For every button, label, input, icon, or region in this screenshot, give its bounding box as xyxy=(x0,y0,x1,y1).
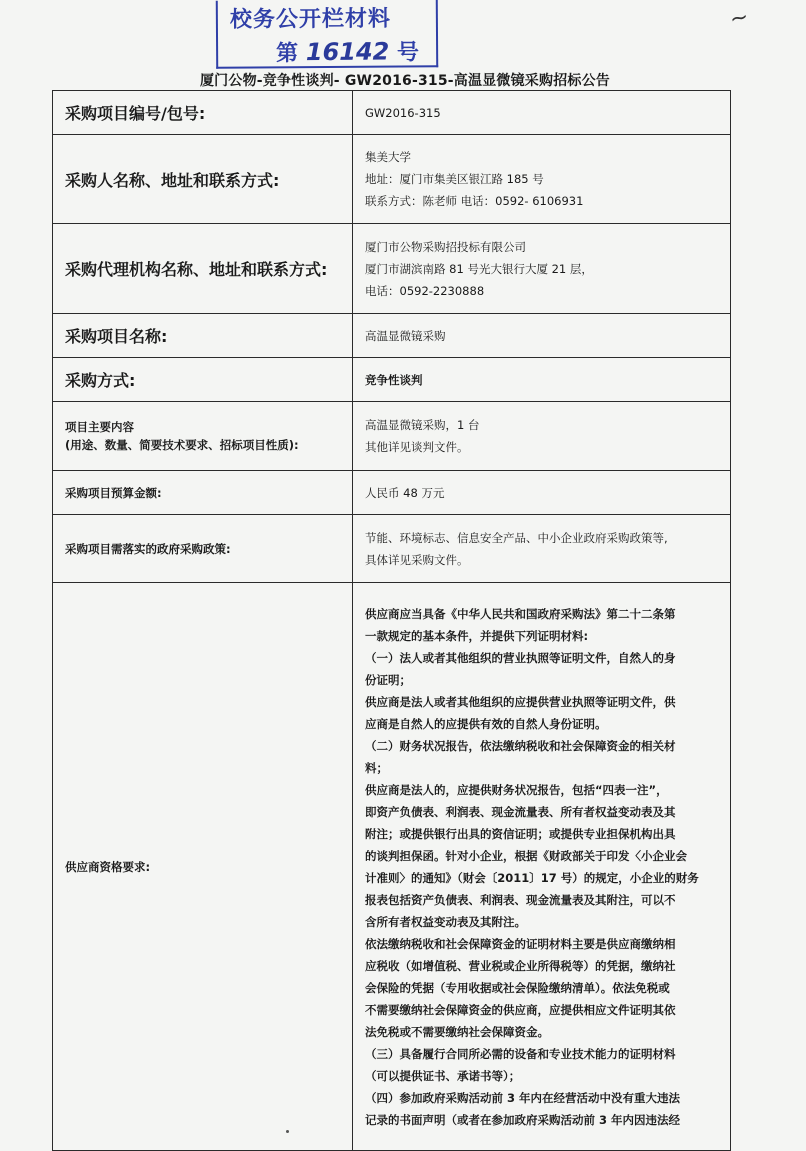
content-line-2: 其他详见谈判文件。 xyxy=(365,440,469,454)
policy-line-1: 节能、环境标志、信息安全产品、中小企业政府采购政策等, xyxy=(365,530,668,545)
method-value: 竞争性谈判 xyxy=(353,358,731,402)
policy-label: 采购项目需落实的政府采购政策: xyxy=(53,515,353,583)
qualification-line: 份证明； xyxy=(365,672,411,687)
table-row xyxy=(53,515,731,583)
project-no-value: GW2016-315 xyxy=(353,91,731,135)
stamp-suffix: 号 xyxy=(396,39,420,66)
qualification-line: 供应商是法人或者其他组织的应提供营业执照等证明文件，供 xyxy=(365,694,676,709)
qualification-value xyxy=(353,583,731,1151)
table-row xyxy=(53,224,731,314)
table-row xyxy=(53,358,731,402)
qualification-line: 不需要缴纳社会保障资金的供应商，应提供相应文件证明其依 xyxy=(365,1002,676,1017)
table-row xyxy=(53,402,731,471)
table-row xyxy=(53,135,731,224)
qualification-lines xyxy=(365,603,730,1131)
buyer-name: 集美大学 xyxy=(365,150,411,164)
qualification-line: 依法缴纳税收和社会保障资金的证明材料主要是供应商缴纳相 xyxy=(365,936,676,951)
page-title: 厦门公物-竞争性谈判- GW2016-315-高温显微镜采购招标公告 xyxy=(199,73,611,89)
table-row xyxy=(53,91,731,135)
policy-line-2: 具体详见采购文件。 xyxy=(365,552,469,567)
qualification-line: 附注；或提供银行出具的资信证明；或提供专业担保机构出具 xyxy=(365,826,676,841)
handwritten-mark: ~ xyxy=(727,4,751,33)
content-label xyxy=(53,402,353,471)
qualification-line: 计准则〉的通知》（财会〔2011〕17 号）的规定，小企业的财务 xyxy=(365,870,699,885)
qualification-line: 记录的书面声明（或者在参加政府采购活动前 3 年内因违法经 xyxy=(365,1112,681,1127)
qualification-line: 即资产负债表、利润表、现金流量表、所有者权益变动表及其 xyxy=(365,804,676,819)
project-name-value: 高温显微镜采购 xyxy=(353,314,731,358)
project-no-label: 采购项目编号/包号: xyxy=(53,91,353,135)
agency-name: 厦门市公物采购招投标有限公司 xyxy=(365,239,526,254)
qualification-line: （可以提供证书、承诺书等）； xyxy=(365,1068,521,1083)
content-label-sub: (用途、数量、简要技术要求、招标项目性质): xyxy=(65,438,299,452)
qualification-line: 含所有者权益变动表及其附注。 xyxy=(365,914,526,929)
table-row xyxy=(53,471,731,515)
agency-label: 采购代理机构名称、地址和联系方式: xyxy=(53,224,353,314)
content-label-main: 项目主要内容 xyxy=(65,420,134,434)
qualification-line: 应商是自然人的应提供有效的自然人身份证明。 xyxy=(365,716,607,731)
agency-phone: 电话：0592-2230888 xyxy=(365,283,485,298)
buyer-label: 采购人名称、地址和联系方式: xyxy=(53,135,353,224)
content-line-1: 高温显微镜采购，1 台 xyxy=(365,418,480,432)
scan-speck xyxy=(286,1130,289,1133)
budget-value: 人民币 48 万元 xyxy=(353,471,731,515)
stamp-number: 16142 xyxy=(305,37,390,67)
archive-stamp xyxy=(216,0,438,69)
qualification-label: 供应商资格要求: xyxy=(53,583,353,1151)
qualification-line: 应税收（如增值税、营业税或企业所得税等）的凭据，缴纳社 xyxy=(365,958,676,973)
buyer-value xyxy=(353,135,731,224)
qualification-line: （二）财务状况报告，依法缴纳税收和社会保障资金的相关材 xyxy=(365,738,676,753)
budget-label: 采购项目预算金额: xyxy=(53,471,353,515)
buyer-contact: 联系方式：陈老师 电话：0592- 6106931 xyxy=(365,194,584,208)
content-value xyxy=(353,402,731,471)
table-row xyxy=(53,583,731,1151)
method-label: 采购方式: xyxy=(53,358,353,402)
policy-value xyxy=(353,515,731,583)
qualification-line: 法免税或不需要缴纳社会保障资金。 xyxy=(365,1024,549,1039)
stamp-title: 校务公开栏材料 xyxy=(229,5,392,33)
stamp-number-line xyxy=(276,35,419,67)
qualification-line: 会保险的凭据（专用收据或社会保险缴纳清单）。依法免税或 xyxy=(365,980,670,995)
agency-value xyxy=(353,224,731,314)
qualification-line: 料； xyxy=(365,760,388,775)
qualification-line: 的谈判担保函。针对小企业，根据《财政部关于印发〈小企业会 xyxy=(365,848,687,863)
qualification-line: 供应商应当具备《中华人民共和国政府采购法》第二十二条第 xyxy=(365,606,676,621)
qualification-line: 一款规定的基本条件，并提供下列证明材料: xyxy=(365,628,589,643)
qualification-line: 供应商是法人的，应提供财务状况报告，包括“四表一注”， xyxy=(365,782,668,797)
table-row xyxy=(53,314,731,358)
announcement-table xyxy=(52,90,731,1151)
agency-address: 厦门市湖滨南路 81 号光大银行大厦 21 层， xyxy=(365,261,593,276)
project-name-label: 采购项目名称: xyxy=(53,314,353,358)
qualification-line: （一）法人或者其他组织的营业执照等证明文件，自然人的身 xyxy=(365,650,676,665)
qualification-line: （四）参加政府采购活动前 3 年内在经营活动中没有重大违法 xyxy=(365,1090,681,1105)
stamp-prefix: 第 xyxy=(276,40,299,67)
buyer-address: 地址：厦门市集美区银江路 185 号 xyxy=(365,172,544,186)
qualification-line: 报表包括资产负债表、利润表、现金流量表及其附注，可以不 xyxy=(365,892,676,907)
qualification-line: （三）具备履行合同所必需的设备和专业技术能力的证明材料 xyxy=(365,1046,676,1061)
